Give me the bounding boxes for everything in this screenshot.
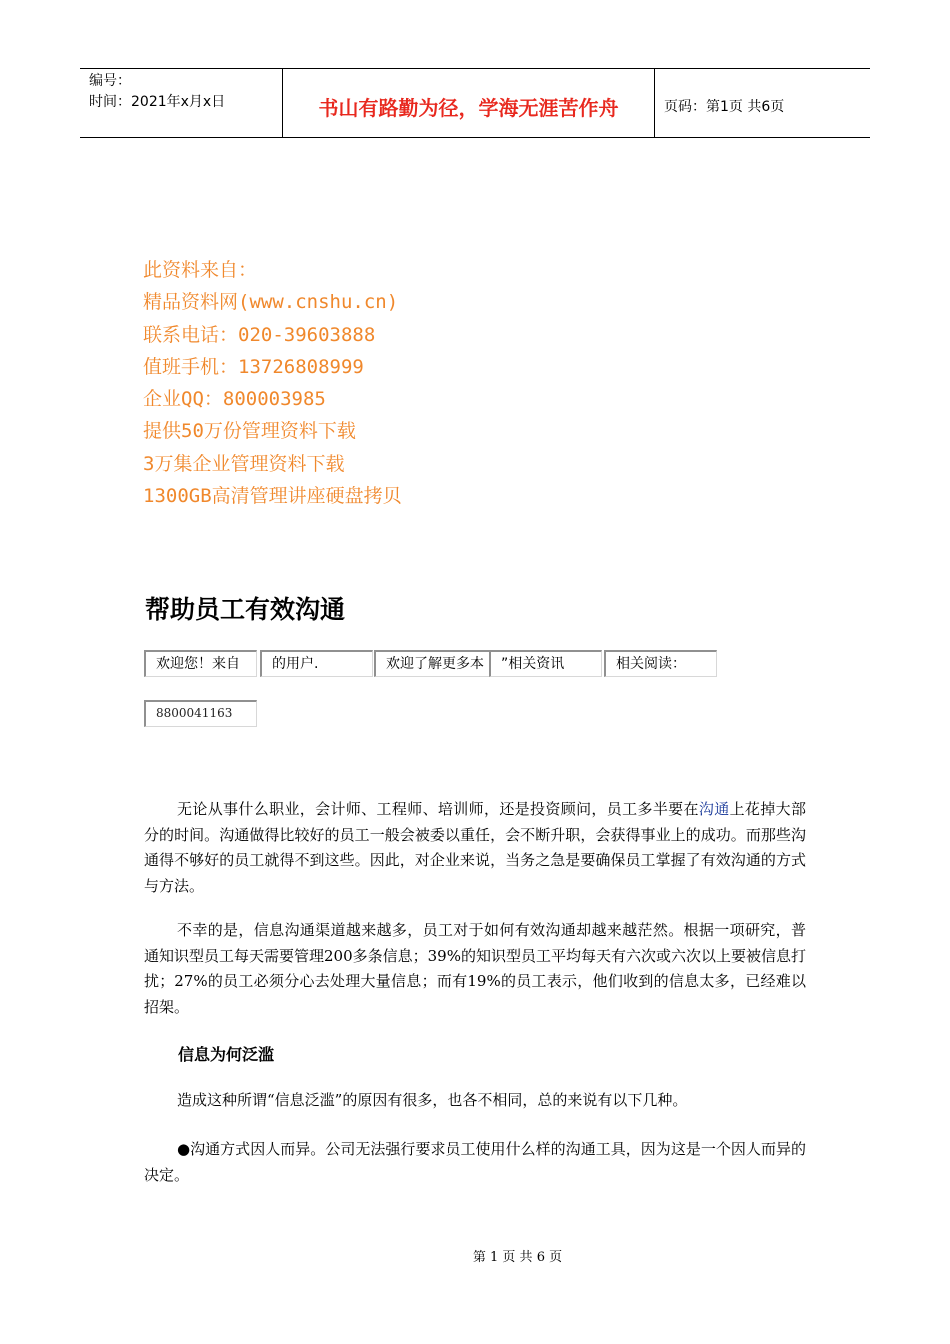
- nav-box-related-reading: 相关阅读：: [604, 650, 717, 677]
- article-title: 帮助员工有效沟通: [145, 595, 346, 624]
- source-info-line: 精品资料网(www.cnshu.cn): [143, 291, 399, 314]
- paragraph-1-text: 无论从事什么职业，会计师、工程师、培训师，还是投资顾问，员工多半要在: [177, 800, 699, 818]
- header-page-label: 页码：第1页 共6页: [664, 99, 785, 115]
- header-meta-cell: [80, 69, 282, 137]
- source-info-line: 3万集企业管理资料下载: [143, 452, 345, 475]
- paragraph-2: 不幸的是，信息沟通渠道越来越多，员工对于如何有效沟通却越来越茫然。根据一项研究，普通知识型员工每天需要管理200多条信息；39%的知识型员工平均每天有六次或六次以上要被信息打扰；27%的员工必须分心去处理大量信息；而有19%的员工表示，他们收到的信息太多，已经难以招架。: [144, 921, 806, 1017]
- nav-box-learn-more: 欢迎了解更多本: [374, 650, 490, 677]
- nav-box-user: 的用户.: [260, 650, 373, 677]
- header-motto: 书山有路勤为径，学海无涯苦作舟: [318, 95, 619, 120]
- source-info-line: 此资料来自：: [143, 259, 258, 281]
- nav-box-welcome: 欢迎您！来自: [144, 650, 257, 677]
- source-info-block: [143, 254, 402, 512]
- source-info-line: 提供50万份管理资料下载: [143, 420, 356, 443]
- paragraph-1-text-end: 上花掉大部分的时间。沟通做得比较好的员工一般会被委以重任，会不断升职，会获得事业上的成功。而那些沟通得不够好的员工就得不到这些。因此，对企业来说，当务之急是要确保员工掌握了有效沟通的方式与方法。: [144, 800, 806, 896]
- header-table: [80, 68, 870, 138]
- article-id-box: 8800041163: [144, 700, 257, 727]
- communication-link[interactable]: 沟通: [698, 800, 730, 818]
- paragraph-4: ●沟通方式因人而异。公司无法强行要求员工使用什么样的沟通工具，因为这是一个因人而异的决定。: [144, 1140, 806, 1184]
- section-heading: 信息为何泛滥: [178, 1045, 275, 1064]
- paragraph-1: [144, 797, 806, 900]
- footer-page-number: 第 1 页 共 6 页: [472, 1250, 563, 1265]
- source-info-line: 值班手机：13726808999: [143, 355, 364, 378]
- document-number-label: 编号：: [89, 73, 131, 89]
- header-page-cell: [655, 69, 870, 137]
- header-motto-cell: [282, 69, 655, 137]
- page-footer: [0, 1246, 950, 1265]
- source-info-line: 联系电话：020-39603888: [143, 323, 376, 346]
- source-info-line: 企业QQ：800003985: [143, 388, 326, 411]
- paragraph-3: 造成这种所谓“信息泛滥”的原因有很多，也各不相同，总的来说有以下几种。: [177, 1091, 688, 1109]
- source-info-line: 1300GB高清管理讲座硬盘拷贝: [143, 485, 402, 508]
- document-time-label: 时间：2021年x月x日: [89, 94, 226, 110]
- nav-box-related-news: ”相关资讯: [489, 650, 602, 677]
